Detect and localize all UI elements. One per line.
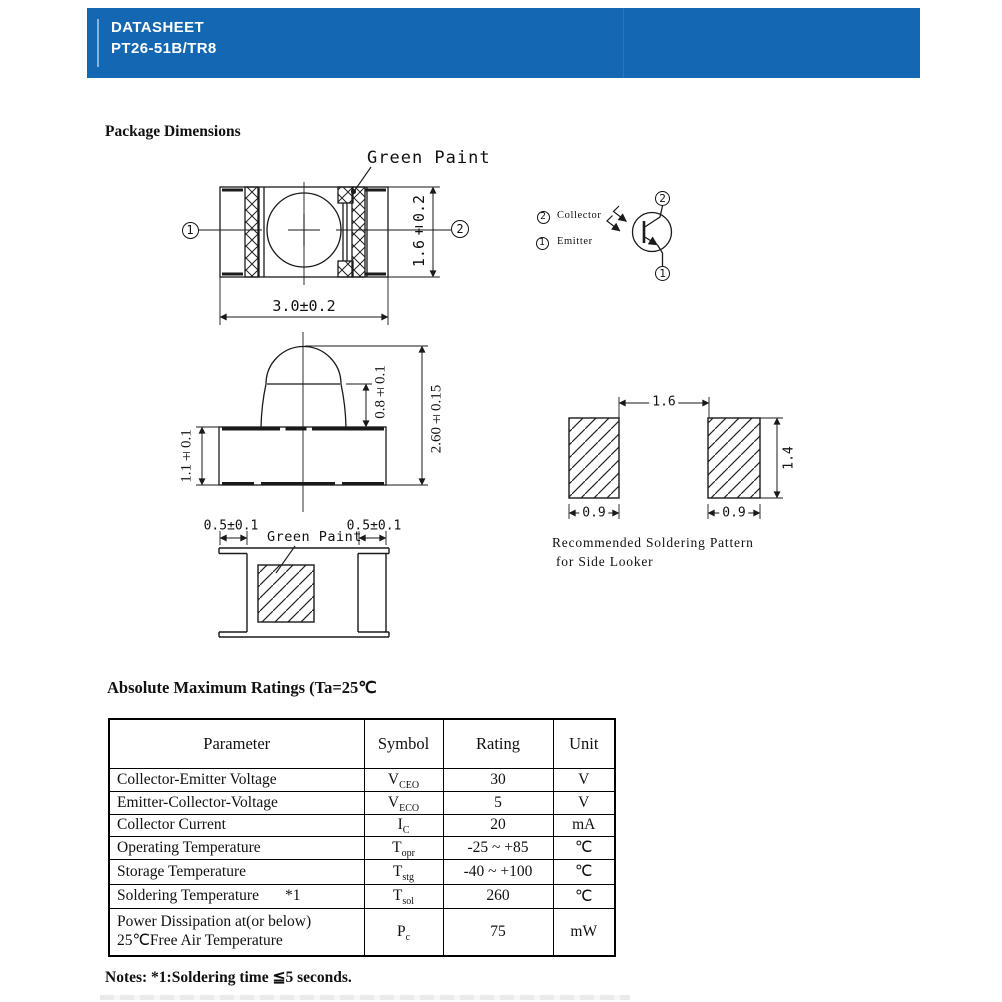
cell-rating: 20 [443,814,553,836]
col-header-rating: Rating [443,719,553,768]
cell-parameter: Power Dissipation at(or below) 25℃Free Air Temperature [109,908,364,956]
schematic-pin-2-callout: 2 [655,191,670,206]
section-title-abs-max-ratings: Absolute Maximum Ratings (Ta=25℃ [107,678,377,697]
phototransistor-schematic [607,206,672,266]
solder-pad-left [569,418,619,498]
green-paint-leader-line-bottom [276,546,295,573]
table-header-row [109,719,615,768]
cell-parameter: Operating Temperature [109,836,364,859]
solder-pattern-caption-line1: Recommended Soldering Pattern [552,535,754,550]
cell-unit: mA [553,814,615,836]
cell-symbol: $P_c$ [364,908,443,956]
banner-seam [623,8,624,78]
cut-off-next-section [100,995,630,1000]
banner-accent-line [97,19,99,67]
legend-emitter-label: Emitter [557,236,593,247]
part-number: PT26-51B/TR8 [111,40,217,57]
cell-rating: 30 [443,768,553,791]
cell-parameter: Soldering Temperature *1 [109,884,364,908]
light-arrows-icon [607,206,627,231]
cell-symbol: $T_{sol}$ [364,884,443,908]
cell-unit: ℃ [553,884,615,908]
notes-text: Notes: *1:Soldering time ≦5 seconds. [105,969,352,986]
header-banner [87,8,920,78]
cell-rating: 260 [443,884,553,908]
cell-rating: 75 [443,908,553,956]
cell-parameter: Storage Temperature [109,859,364,884]
green-paint-leader-dot [351,189,356,194]
datasheet-title: DATASHEET [111,19,205,36]
col-header-symbol: Symbol [364,719,443,768]
legend-pin-1-icon: 1 [536,237,549,250]
dim-1.4-height: 1.4 [781,446,797,470]
cell-parameter: Emitter-Collector-Voltage [109,791,364,814]
table-row [109,768,615,791]
cell-parameter: Collector-Emitter Voltage [109,768,364,791]
table-row [109,791,615,814]
dim-0.9-left: 0.9 [579,506,608,521]
cell-unit: ℃ [553,859,615,884]
cell-symbol: $T_{stg}$ [364,859,443,884]
lens-dome [266,347,341,384]
table-row [109,814,615,836]
cell-unit: V [553,791,615,814]
schematic-pin-1-callout: 1 [655,266,670,281]
dim-0.5±0.1-right: 0.5±0.1 [346,518,402,534]
cell-unit: V [553,768,615,791]
cell-unit: ℃ [553,836,615,859]
green-paint-label-bottom: Green Paint [267,529,362,545]
dim-2.60±0.15: 2.60±0.15 [428,384,445,454]
solder-pad-right [708,418,760,498]
pin-2-callout: 2 [451,220,469,238]
green-paint-area [258,565,314,622]
cell-rating: -40 ~ +100 [443,859,553,884]
cell-symbol: $V_{ECO}$ [364,791,443,814]
bottom-view-drawing [219,531,389,637]
note-marker: *1 [284,887,301,904]
table-row [109,908,615,956]
cell-parameter: Collector Current [109,814,364,836]
green-paint-leader-line [355,167,371,190]
green-paint-label-top: Green Paint [367,148,491,168]
dim-1.6-gap: 1.6 [649,395,678,410]
pin-1-callout: 1 [182,222,199,239]
dim-3.0±0.2: 3.0±0.2 [272,297,336,315]
dim-0.5±0.1-left: 0.5±0.1 [203,518,259,534]
abs-max-ratings-table [108,718,616,957]
col-header-unit: Unit [553,719,615,768]
dim-0.9-right: 0.9 [719,506,748,521]
table-row [109,836,615,859]
dim-1.6±0.2: 1.6±0.2 [410,194,428,268]
soldering-pattern-drawing [569,397,783,519]
col-header-parameter: Parameter [109,719,364,768]
table-row [109,884,615,908]
cell-unit: mW [553,908,615,956]
front-view-drawing [196,332,428,512]
cell-rating: 5 [443,791,553,814]
dim-0.8±0.1: 0.8±0.1 [372,365,389,419]
legend-collector-label: Collector [557,210,602,221]
abs-max-ratings-table-wrap [108,718,616,957]
solder-pattern-caption-line2: for Side Looker [556,554,654,569]
cell-rating: -25 ~ +85 [443,836,553,859]
cell-symbol: $V_{CEO}$ [364,768,443,791]
section-title-package-dimensions: Package Dimensions [105,123,241,140]
legend-pin-2-icon: 2 [537,211,550,224]
cell-symbol: $T_{opr}$ [364,836,443,859]
cell-symbol: $I_C$ [364,814,443,836]
dim-1.1±0.1: 1.1±0.1 [178,429,195,483]
table-row [109,859,615,884]
